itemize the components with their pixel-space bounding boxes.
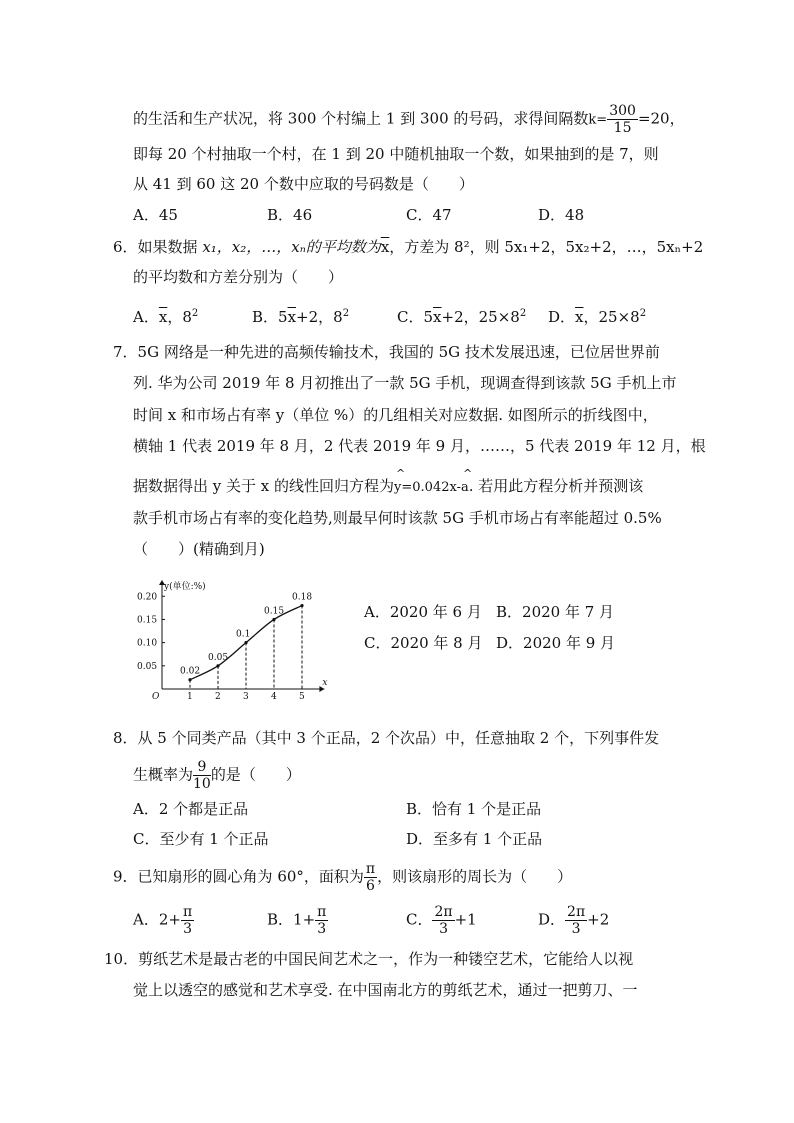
q6-opt-d-label: D． <box>548 308 576 326</box>
data-point <box>300 604 303 607</box>
x-tick-label: 1 <box>187 692 193 702</box>
q9-line-post: ，则该扇形的周长为（ ） <box>377 867 573 886</box>
q9-opt-c-frac <box>432 905 454 936</box>
q7-eq-a: ^ a <box>460 467 473 495</box>
q8-option-a: A．2 个都是正品 <box>133 800 249 818</box>
q9-opt-b-frac <box>315 905 328 936</box>
q5-option-c: C．47 <box>406 206 452 224</box>
q8-frac-num: 9 <box>193 760 211 776</box>
q8-option-c: C．至少有 1 个正品 <box>133 830 269 848</box>
q6-option-c <box>397 304 526 327</box>
q6-opt-b-label: B．5 <box>252 308 288 326</box>
q10-line-1: 10．剪纸艺术是最古老的中国民间艺术之一，作为一种镂空艺术，它能给人以视 <box>104 950 634 968</box>
q9-option-a <box>133 905 194 936</box>
q9-frac-num: π <box>365 861 376 877</box>
q9-fraction <box>364 862 377 893</box>
data-label: 0.02 <box>180 666 201 677</box>
q7-line-5-post: . 若用此方程分析并预测该 <box>468 477 644 495</box>
q6-opt-b-val: +2，8 <box>296 308 343 326</box>
q9-opt-b-pre: B．1+ <box>267 910 316 929</box>
q6-opt-a-val: ，8 <box>167 308 192 326</box>
q7-option-c: C．2020 年 8 月 <box>364 634 483 652</box>
q7-line-2: 列. 华为公司 2019 年 8 月初推出了一款 5G 手机，现调查得到该款 5G 手机上市 <box>133 374 677 392</box>
q7-line-5 <box>133 467 644 498</box>
q5-option-a: A．45 <box>133 206 178 224</box>
q6-line-2: 的平均数和方差分别为（ ） <box>133 268 344 286</box>
q5-line-1 <box>133 104 685 135</box>
q7-option-d: D．2020 年 9 月 <box>496 634 616 652</box>
y-axis-label: y(单位:%) <box>164 582 206 592</box>
q9-opt-c-den: 3 <box>439 921 448 937</box>
q5-line-3: 从 41 到 60 这 20 个数中应取的号码数是（ ） <box>133 175 474 193</box>
q9-opt-c-post: +1 <box>454 910 477 929</box>
q5-line-1-post: =20， <box>637 109 685 128</box>
q7-line-1: 7．5G 网络是一种先进的高频传输技术，我国的 5G 技术发展迅速，已位居世界前 <box>113 343 660 361</box>
y-tick-label: 0.20 <box>137 592 158 603</box>
q8-fraction <box>193 760 211 791</box>
x-tick-label: 4 <box>271 692 277 702</box>
q8-line-2-text: 生概率为 <box>133 765 194 784</box>
q6-opt-a-xbar: $\overline{x}$ <box>158 308 168 326</box>
q6-data-text: x₁，x₂，…，xₙ的平均数为 <box>202 238 381 256</box>
x-tick-label: 5 <box>299 692 305 702</box>
q8-line-2-post: 的是（ ） <box>210 765 301 784</box>
q9-opt-a-num: π <box>182 904 193 920</box>
q5-frac-den: 15 <box>613 120 632 136</box>
q9-option-b <box>267 905 328 936</box>
q6-opt-b-sup: 2 <box>342 308 350 319</box>
q5-fraction <box>607 104 638 135</box>
q5-frac-num: 300 <box>609 103 636 119</box>
q7-eq-y: ^ y <box>394 467 406 495</box>
q9-option-c <box>406 905 477 936</box>
q6-opt-d-sup: 2 <box>639 308 647 319</box>
x-tick-label: 2 <box>215 692 221 702</box>
q7-eq-mid: =0.042x- <box>401 480 461 495</box>
q9-opt-d-den: 3 <box>571 921 581 937</box>
q9-option-d <box>538 905 609 936</box>
q8-option-b: B．恰有 1 个是正品 <box>406 800 542 818</box>
q9-opt-d-pre: D． <box>538 910 566 929</box>
q5-line-1-text: 的生活和生产状况，将 300 个村编上 1 到 300 的号码，求得间隔数 <box>133 109 589 128</box>
q5-k-label: k= <box>588 112 608 128</box>
q7-line-3: 时间 x 和市场占有率 y（单位 %）的几组相关对应数据. 如图所示的折线图中， <box>133 406 658 424</box>
x-axis-label: x <box>322 678 328 688</box>
data-label: 0.15 <box>264 606 285 617</box>
data-label: 0.1 <box>236 629 251 640</box>
q9-opt-a-pre: A．2+ <box>133 910 181 929</box>
q6-prefix: 6．如果数据 <box>113 238 203 256</box>
q10-line-2: 觉上以透空的感觉和艺术享受. 在中国南北方的剪纸艺术，通过一把剪刀、一 <box>133 981 638 999</box>
q6-opt-c-label: C．5 <box>397 308 434 326</box>
q9-opt-d-frac <box>565 905 587 936</box>
q6-opt-c-sup: 2 <box>519 308 527 319</box>
q6-opt-d-val: ，25×8 <box>583 308 640 326</box>
q6-opt-b-xbar: $\overline{x}$ <box>287 308 297 326</box>
q9-opt-b-num: π <box>317 904 327 920</box>
q7-eq-y-letter: y <box>394 480 402 495</box>
q6-option-d <box>548 304 646 327</box>
q7-option-b: B．2020 年 7 月 <box>496 603 615 621</box>
q6-opt-c-val: +2，25×8 <box>441 308 520 326</box>
q7-eq-a-letter: a <box>460 480 469 495</box>
q6-option-b <box>252 304 349 327</box>
q9-opt-d-post: +2 <box>587 910 610 929</box>
q8-line-1: 8．从 5 个同类产品（其中 3 个正品，2 个次品）中，任意抽取 2 个，下列事件发 <box>113 729 660 747</box>
q6-xbar: $\overline{x}$ <box>380 238 390 256</box>
origin-label: O <box>152 692 160 702</box>
q6-opt-a-sup: 2 <box>191 308 199 319</box>
data-point <box>272 618 275 621</box>
q8-line-2 <box>133 760 301 791</box>
q7-line-4: 横轴 1 代表 2019 年 8 月，2 代表 2019 年 9 月，……，5 代表 2019 年 12 月，根 <box>133 437 706 455</box>
data-label: 0.18 <box>292 592 313 603</box>
q6-line-1 <box>113 237 703 257</box>
q9-opt-a-den: 3 <box>183 921 193 937</box>
q7-option-a: A．2020 年 6 月 <box>364 603 482 621</box>
y-tick-label: 0.15 <box>137 615 158 626</box>
q7-line-6: 款手机市场占有率的变化趋势,则最早何时该款 5G 手机市场占有率能超过 0.5% <box>133 509 662 527</box>
data-label: 0.05 <box>208 652 229 663</box>
q9-opt-d-num: 2π <box>567 904 586 920</box>
q9-opt-b-den: 3 <box>317 921 327 937</box>
q6-opt-c-xbar: $\overline{x}$ <box>433 308 442 326</box>
q7-line-chart <box>135 577 335 702</box>
q6-opt-a-label: A． <box>133 308 159 326</box>
q6-opt-d-xbar: $\overline{x}$ <box>575 308 584 326</box>
q7-line-5-text: 据数据得出 y 关于 x 的线性回归方程为 <box>133 477 395 495</box>
q8-option-d: D．至多有 1 个正品 <box>406 830 543 848</box>
q9-line-text: 9．已知扇形的圆心角为 60°，面积为 <box>113 867 364 886</box>
q6-option-a <box>133 304 198 327</box>
q5-line-2: 即每 20 个村抽取一个村，在 1 到 20 中随机抽取一个数，如果抽到的是 7，则 <box>133 145 659 163</box>
q6-after-mean: ，方差为 8²，则 5x₁+2，5x₂+2，…，5xₙ+2 <box>389 238 704 256</box>
q9-frac-den: 6 <box>366 878 375 894</box>
q5-option-d: D．48 <box>538 206 585 224</box>
y-tick-label: 0.10 <box>137 638 158 649</box>
q9-opt-a-frac <box>181 905 194 936</box>
q5-option-b: B．46 <box>267 206 313 224</box>
q9-opt-c-num: 2π <box>434 904 453 920</box>
q9-opt-c-pre: C． <box>406 910 433 929</box>
q8-frac-den: 10 <box>193 776 211 792</box>
q7-line-7: （ ）(精确到月) <box>133 540 265 558</box>
data-point <box>216 664 219 667</box>
y-tick-label: 0.05 <box>137 661 158 672</box>
q9-line <box>113 862 572 893</box>
x-tick-label: 3 <box>243 692 249 702</box>
data-point <box>244 641 247 644</box>
data-point <box>188 678 191 681</box>
